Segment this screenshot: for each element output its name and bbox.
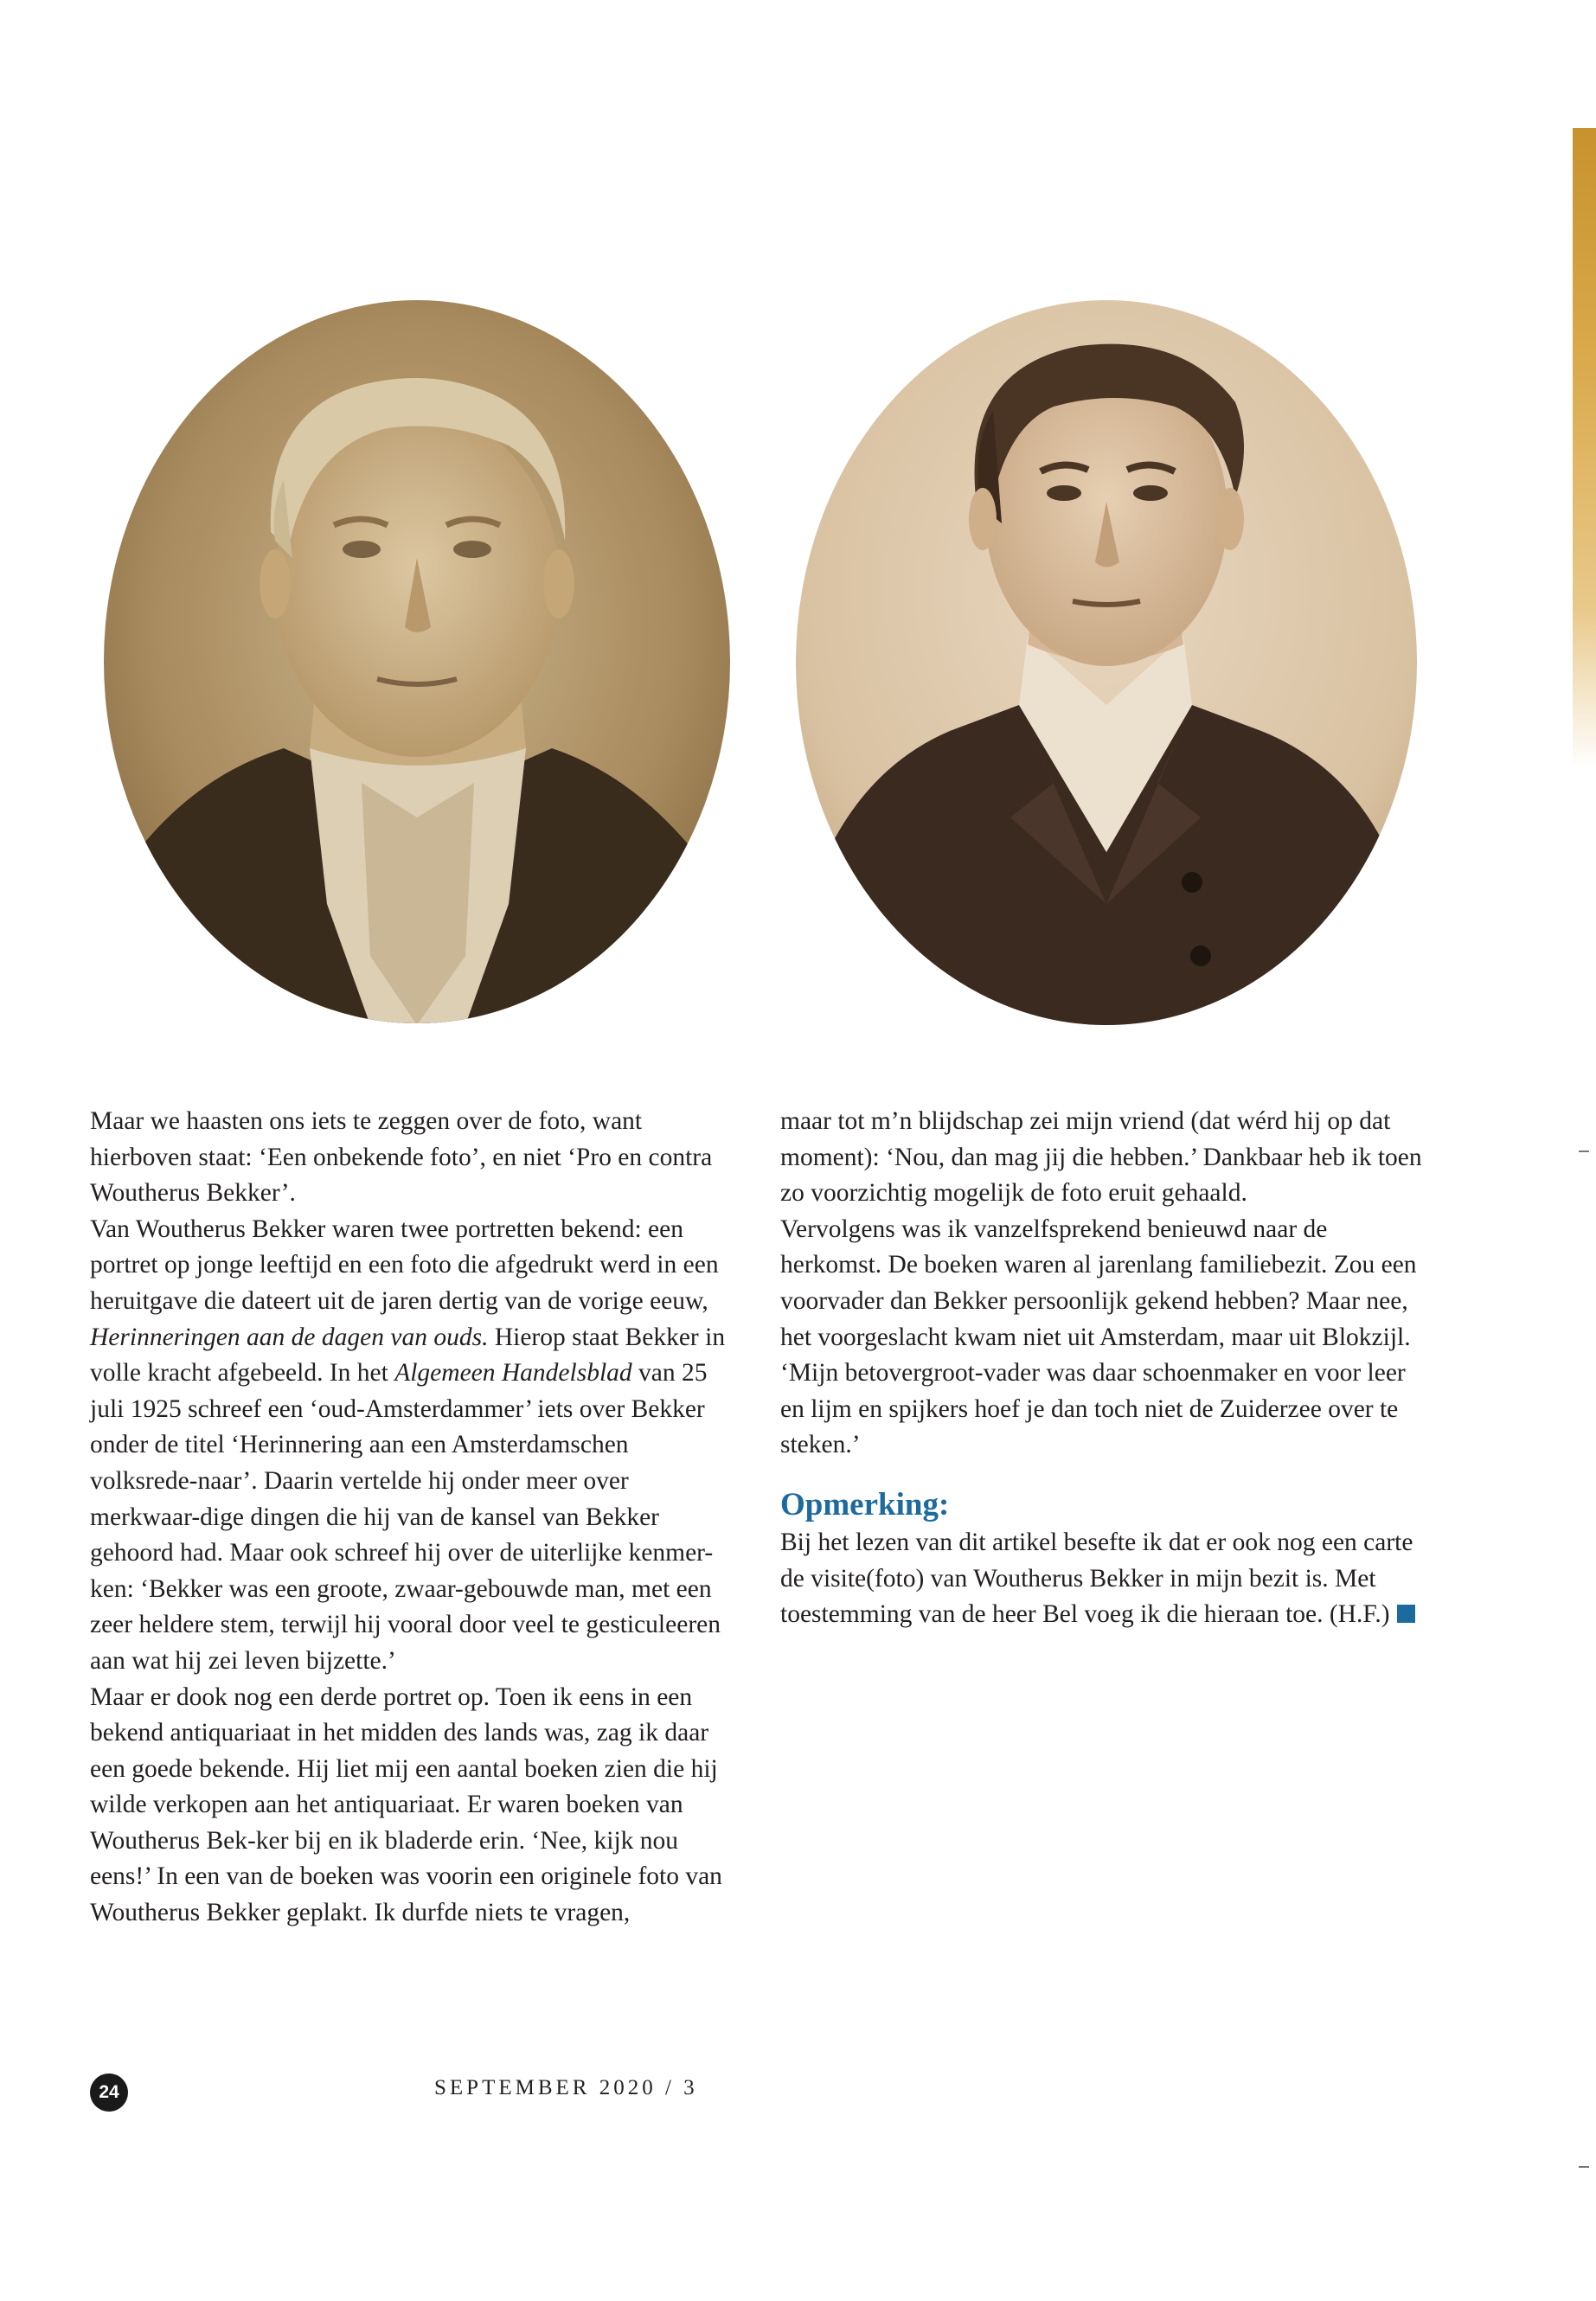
paragraph: Maar er dook nog een derde portret op. Toen ik eens in een bekend antiquariaat in het midden des lands was, zag ik daar een goede bekende. Hij liet mij een aantal boeken zien die hij wilde verkopen aan het antiquariaat. Er waren boeken van Woutherus Bek-ker bij en ik bladerde erin. ‘Nee, kijk nou eens!’ In een van de boeken was voorin een originele foto van Woutherus Bekker geplakt. Ik durfde niets te vragen, <box>90 1682 722 1927</box>
section-heading: Opmerking: <box>780 1486 950 1522</box>
page-number: 24 <box>90 2073 128 2112</box>
portrait-photo-right <box>794 298 1419 1027</box>
end-mark-icon <box>1397 1605 1415 1623</box>
book-title: Herinneringen aan de dagen van ouds. <box>90 1323 489 1351</box>
paragraph: Van Woutherus Bekker waren twee portretten bekend: een portret op jonge leeftijd en een foto die afgedrukt werd in een heruitgave die dateert uit de jaren dertig van de vorige eeuw, Herinneringen aan de dagen van ouds. Hierop staat Bekker in volle kracht afgebeeld. In het Algemeen Handelsblad van 25 juli 1925 schreef een ‘oud-Amsterdammer’ iets over Bekker onder de titel ‘Herinnering aan een Amsterdamschen volksrede-naar’. Daarin vertelde hij onder meer over merkwaar-dige dingen die hij van de kansel van Bekker gehoord had. Maar ook schreef hij over de uiterlijke kenmer-ken: ‘Bekker was een groote, zwaar-gebouwde man, met een zeer heldere stem, terwijl hij vooral door veel te gesticuleeren aan wat hij zei leven bijzette.’ <box>90 1215 726 1675</box>
crop-mark <box>1579 1150 1589 1152</box>
crop-mark <box>1579 2166 1589 2168</box>
paragraph: Vervolgens was ik vanzelfsprekend benieuwd naar de herkomst. De boeken waren al jarenlang familiebezit. Zou een voorvader dan Bekker persoonlijk gekend hebben? Maar nee, het voorgeslacht kwam niet uit Amsterdam, maar uit Blokzijl. ‘Mijn betovergroot-vader was daar schoenmaker en voor leer en lijm en spijkers hoef je dan toch niet de Zuiderzee over te steken.’ <box>780 1215 1417 1459</box>
paragraph: maar tot m’n blijdschap zei mijn vriend (dat wérd hij op dat moment): ‘Nou, dan mag jij die hebben.’ Dankbaar heb ik toen zo voorzichtig mogelijk de foto eruit gehaald. <box>780 1107 1422 1208</box>
paragraph: Maar we haasten ons iets te zeggen over de foto, want hierboven staat: ‘Een onbekende foto’, en niet ‘Pro en contra Woutherus Bekker’. <box>90 1107 713 1208</box>
note-paragraph: Bij het lezen van dit artikel besefte ik dat er ook nog een carte de visite(foto) van Woutherus Bekker in mijn bezit is. Met toestemming van de heer Bel voeg ik die hieraan toe. (H.F.) <box>780 1525 1429 1633</box>
newspaper-title: Algemeen Handelsblad <box>394 1359 632 1388</box>
article-column-left <box>90 1104 737 1932</box>
accent-bar <box>1573 128 1596 768</box>
portrait-photo-left <box>102 298 732 1025</box>
issue-label: SEPTEMBER 2020 / 3 <box>434 2076 698 2099</box>
article-column-right <box>780 1104 1429 1633</box>
